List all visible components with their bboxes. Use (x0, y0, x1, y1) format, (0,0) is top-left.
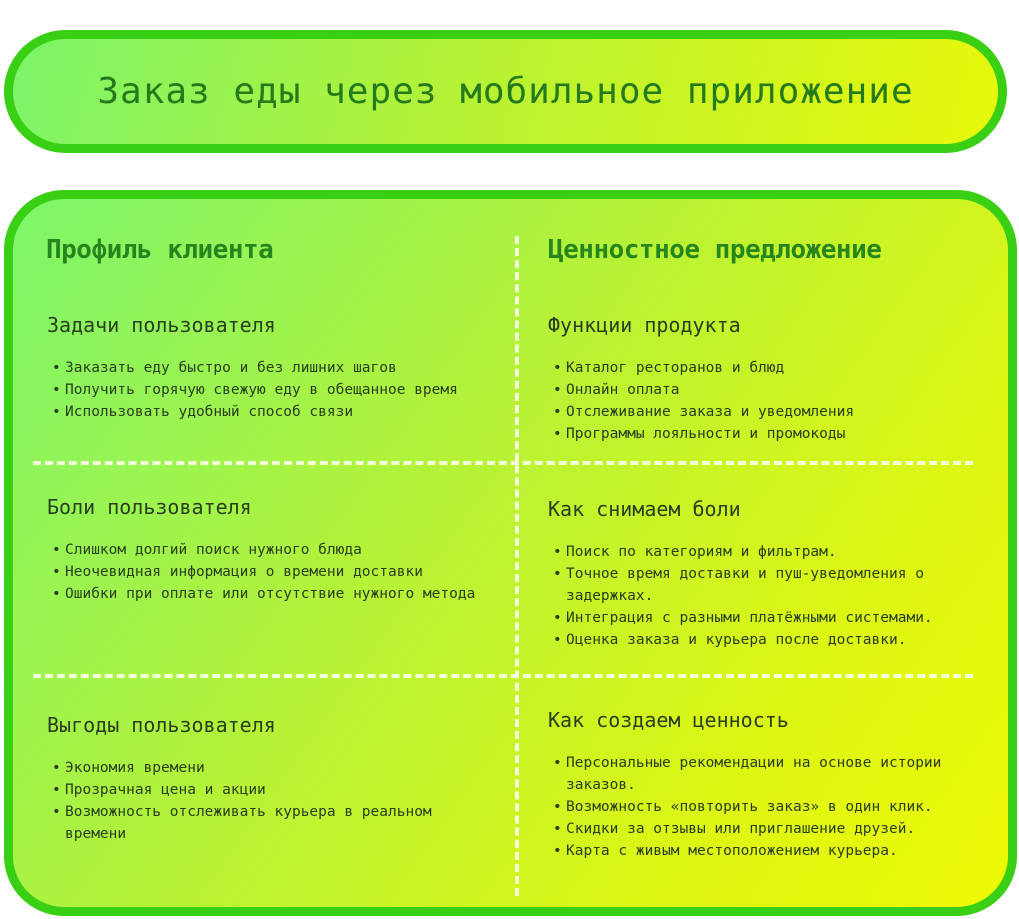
list-item-text: Экономия времени (65, 760, 205, 776)
bullet-icon: • (553, 382, 562, 398)
list-item (47, 379, 487, 401)
bullet-icon: • (553, 632, 562, 648)
horizontal-divider-top (33, 461, 973, 465)
list-item (47, 757, 487, 779)
list-item (548, 818, 988, 840)
bullet-icon: • (52, 360, 61, 376)
bullet-icon: • (553, 426, 562, 442)
list-item (548, 401, 988, 423)
user-gains-list (47, 757, 487, 845)
bullet-icon: • (553, 799, 562, 815)
user-pains-list (47, 539, 487, 605)
product-features-section (548, 313, 988, 445)
list-item (47, 801, 487, 845)
list-item-text: Точное время доставки и пуш-уведомления о задержках. (566, 566, 924, 604)
list-item-text: Персональные рекомендации на основе истории заказов. (566, 755, 942, 793)
bullet-icon: • (52, 404, 61, 420)
user-pains-title: Боли пользователя (47, 495, 252, 519)
list-item (548, 563, 988, 607)
list-item (47, 561, 487, 583)
pain-relievers-list (548, 541, 988, 651)
list-item (548, 357, 988, 379)
user-jobs-title: Задачи пользователя (47, 313, 276, 337)
list-item-text: Возможность отслеживать курьера в реальном времени (65, 804, 432, 842)
list-item (548, 629, 988, 651)
list-item (47, 583, 487, 605)
product-features-title: Функции продукта (548, 313, 741, 337)
bullet-icon: • (52, 760, 61, 776)
pain-relievers-section (548, 497, 988, 651)
list-item-text: Интеграция с разными платёжными системами. (566, 610, 933, 626)
bullet-icon: • (52, 542, 61, 558)
list-item (47, 779, 487, 801)
list-item-text: Получить горячую свежую еду в обещанное время (65, 382, 458, 398)
bullet-icon: • (52, 586, 61, 602)
list-item-text: Поиск по категориям и фильтрам. (566, 544, 837, 560)
list-item-text: Каталог ресторанов и блюд (566, 360, 785, 376)
bullet-icon: • (553, 610, 562, 626)
list-item-text: Онлайн оплата (566, 382, 680, 398)
list-item-text: Карта с живым местоположением курьера. (566, 843, 898, 859)
list-item (548, 423, 988, 445)
list-item-text: Прозрачная цена и акции (65, 782, 266, 798)
customer-profile-heading: Профиль клиента (46, 235, 274, 265)
product-features-list (548, 357, 988, 445)
bullet-icon: • (553, 843, 562, 859)
list-item-text: Слишком долгий поиск нужного блюда (65, 542, 362, 558)
list-item-text: Скидки за отзывы или приглашение друзей. (566, 821, 916, 837)
list-item (47, 401, 487, 423)
list-item (548, 379, 988, 401)
bullet-icon: • (553, 404, 562, 420)
list-item (548, 840, 988, 862)
bullet-icon: • (52, 382, 61, 398)
bullet-icon: • (553, 360, 562, 376)
bullet-icon: • (553, 566, 562, 582)
canvas-board (4, 190, 1017, 916)
list-item-text: Неочевидная информация о времени доставки (65, 564, 423, 580)
user-jobs-list (47, 357, 487, 423)
list-item-text: Использовать удобный способ связи (65, 404, 354, 420)
user-pains-section (47, 495, 487, 605)
horizontal-divider-bottom (33, 674, 973, 678)
user-gains-section (47, 713, 487, 845)
bullet-icon: • (52, 564, 61, 580)
list-item (548, 752, 988, 796)
vertical-divider (515, 236, 519, 896)
list-item-text: Ошибки при оплате или отсутствие нужного метода (65, 586, 476, 602)
list-item (47, 539, 487, 561)
page-title: Заказ еды через мобильное приложение (97, 71, 914, 112)
list-item (548, 607, 988, 629)
list-item-text: Возможность «повторить заказ» в один клик. (566, 799, 933, 815)
gain-creators-section (548, 708, 988, 862)
list-item-text: Программы лояльности и промокоды (566, 426, 846, 442)
bullet-icon: • (52, 804, 61, 820)
user-gains-title: Выгоды пользователя (47, 713, 276, 737)
list-item-text: Отслеживание заказа и уведомления (566, 404, 855, 420)
gain-creators-list (548, 752, 988, 862)
bullet-icon: • (553, 544, 562, 560)
bullet-icon: • (553, 821, 562, 837)
gain-creators-title: Как создаем ценность (548, 708, 789, 732)
bullet-icon: • (553, 755, 562, 771)
list-item-text: Заказать еду быстро и без лишних шагов (65, 360, 397, 376)
value-proposition-heading: Ценностное предложение (548, 235, 882, 265)
pain-relievers-title: Как снимаем боли (548, 497, 741, 521)
list-item (548, 796, 988, 818)
list-item (548, 541, 988, 563)
bullet-icon: • (52, 782, 61, 798)
title-banner (4, 30, 1007, 153)
list-item-text: Оценка заказа и курьера после доставки. (566, 632, 907, 648)
user-jobs-section (47, 313, 487, 423)
list-item (47, 357, 487, 379)
